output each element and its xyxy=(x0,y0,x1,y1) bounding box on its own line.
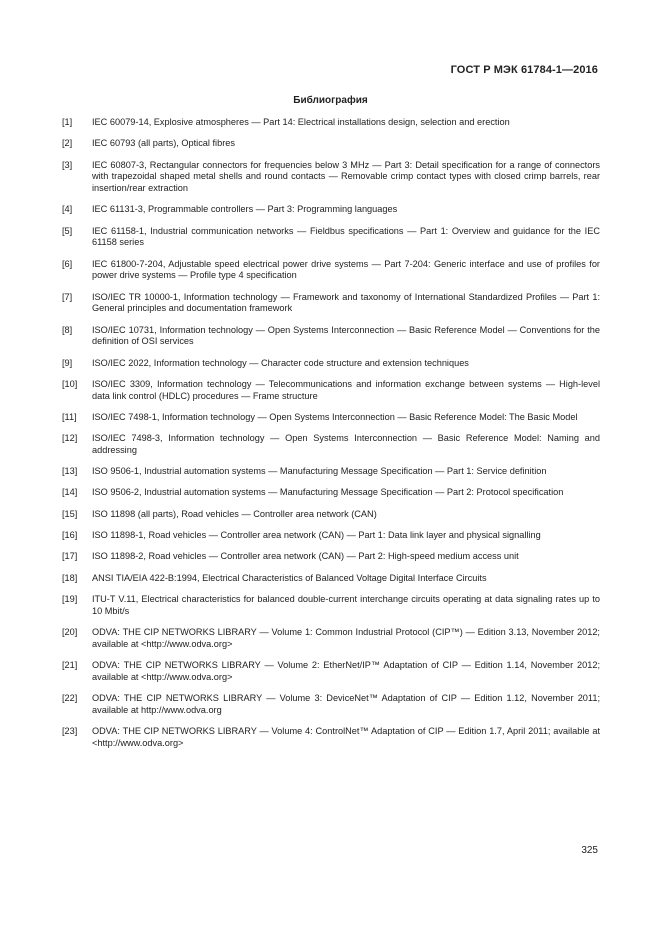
reference-item xyxy=(62,726,600,749)
reference-item xyxy=(62,573,600,585)
reference-text: ISO/IEC TR 10000-1, Information technology — Framework and taxonomy of International Standardized Profiles — Part 1: General principles and documentation framework xyxy=(92,291,600,314)
reference-text: ISO 11898 (all parts), Road vehicles — Controller area network (CAN) xyxy=(92,508,377,519)
reference-number: [4] xyxy=(62,204,73,215)
reference-item xyxy=(62,433,600,456)
standard-code: ГОСТ Р МЭК 61784-1—2016 xyxy=(450,64,598,76)
reference-text: ANSI TIA/EIA 422-B:1994, Electrical Characteristics of Balanced Voltage Digital Interface Circuits xyxy=(92,572,487,583)
reference-number: [23] xyxy=(62,725,78,736)
reference-item xyxy=(62,117,600,129)
reference-text: ISO/IEC 10731, Information technology — Open Systems Interconnection — Basic Reference Model — Conventions for the definition of OSI services xyxy=(92,324,600,347)
reference-number: [7] xyxy=(62,291,73,302)
reference-item xyxy=(62,530,600,542)
reference-number: [8] xyxy=(62,324,73,335)
reference-text: ODVA: THE CIP NETWORKS LIBRARY — Volume 4: ControlNet™ Adaptation of CIP — Edition 1.7, April 2011; available at <http://www.odva.org> xyxy=(92,725,600,748)
reference-number: [21] xyxy=(62,659,78,670)
reference-item xyxy=(62,412,600,424)
reference-text: ISO/IEC 7498-1, Information technology — Open Systems Interconnection — Basic Reference Model: The Basic Model xyxy=(92,411,578,422)
reference-item xyxy=(62,292,600,315)
reference-text: ODVA: THE CIP NETWORKS LIBRARY — Volume 1: Common Industrial Protocol (CIP™) — Edition 3.13, November 2012; available at <http://www.odva.org> xyxy=(92,626,600,649)
reference-number: [12] xyxy=(62,433,78,444)
reference-number: [11] xyxy=(62,411,77,422)
reference-text: IEC 61131-3, Programmable controllers — Part 3: Programming languages xyxy=(92,204,398,215)
reference-item xyxy=(62,487,600,499)
reference-number: [13] xyxy=(62,466,78,477)
reference-text: ISO 11898-2, Road vehicles — Controller area network (CAN) — Part 2: High-speed medium access unit xyxy=(92,551,519,562)
reference-number: [9] xyxy=(62,357,73,368)
reference-number: [17] xyxy=(62,551,78,562)
reference-item xyxy=(62,160,600,195)
reference-item xyxy=(62,226,600,249)
reference-number: [10] xyxy=(62,378,78,389)
reference-item xyxy=(62,358,600,370)
reference-item xyxy=(62,660,600,683)
reference-number: [2] xyxy=(62,138,73,149)
reference-item xyxy=(62,627,600,650)
reference-number: [6] xyxy=(62,258,73,269)
reference-item xyxy=(62,551,600,563)
reference-item xyxy=(62,594,600,617)
page-number: 325 xyxy=(581,845,598,856)
reference-text: IEC 60793 (all parts), Optical fibres xyxy=(92,138,235,149)
reference-text: IEC 61800-7-204, Adjustable speed electrical power drive systems — Part 7-204: Generic interface and use of profiles for power drive systems — Profile type 4 specification xyxy=(92,258,600,281)
reference-text: ISO 9506-2, Industrial automation systems — Manufacturing Message Specification — Part 2: Protocol specification xyxy=(92,487,564,498)
reference-text: IEC 60079-14, Explosive atmospheres — Part 14: Electrical installations design, selection and erection xyxy=(92,117,510,127)
reference-text: ISO/IEC 7498-3, Information technology — Open Systems Interconnection — Basic Reference Model: Naming and addressing xyxy=(92,433,600,455)
reference-text: ODVA: THE CIP NETWORKS LIBRARY — Volume 2: EtherNet/IP™ Adaptation of CIP — Edition 1.14, November 2012; available at <http://www.odva.org> xyxy=(92,659,600,682)
reference-number: [16] xyxy=(62,530,78,541)
reference-number: [19] xyxy=(62,593,78,604)
reference-number: [14] xyxy=(62,487,78,498)
reference-text: ODVA: THE CIP NETWORKS LIBRARY — Volume 3: DeviceNet™ Adaptation of CIP — Edition 1.12, November 2011; available at http://www.odva.org xyxy=(92,692,600,715)
reference-list xyxy=(62,117,600,759)
reference-item xyxy=(62,204,600,216)
reference-text: ISO/IEC 3309, Information technology — Telecommunications and information exchange between systems — High-level data link control (HDLC) procedures — Frame structure xyxy=(92,378,600,401)
reference-number: [3] xyxy=(62,159,73,170)
reference-text: ISO 9506-1, Industrial automation systems — Manufacturing Message Specification — Part 1: Service definition xyxy=(92,466,547,477)
reference-item xyxy=(62,325,600,348)
reference-number: [22] xyxy=(62,692,78,703)
reference-item xyxy=(62,509,600,521)
reference-text: IEC 61158-1, Industrial communication networks — Fieldbus specifications — Part 1: Overview and guidance for the IEC 61158 series xyxy=(92,225,600,248)
reference-text: ITU-T V.11, Electrical characteristics for balanced double-current interchange circuits operating at data signaling rates up to 10 Mbit/s xyxy=(92,593,600,616)
reference-item xyxy=(62,138,600,150)
reference-number: [5] xyxy=(62,225,73,236)
reference-text: ISO/IEC 2022, Information technology — Character code structure and extension techniques xyxy=(92,357,469,368)
reference-number: [1] xyxy=(62,117,73,127)
reference-text: IEC 60807-3, Rectangular connectors for frequencies below 3 MHz — Part 3: Detail specification for a range of connectors with trapezoidal shaped metal shells and round contacts — Removable crimp contact types with closed crimp barrels, rear insertion/rear extraction xyxy=(92,159,600,193)
reference-item xyxy=(62,259,600,282)
reference-item xyxy=(62,693,600,716)
reference-number: [15] xyxy=(62,508,78,519)
reference-number: [20] xyxy=(62,626,78,637)
bibliography-title: Библиография xyxy=(293,95,368,106)
reference-item xyxy=(62,379,600,402)
reference-text: ISO 11898-1, Road vehicles — Controller area network (CAN) — Part 1: Data link layer and physical signalling xyxy=(92,530,541,541)
reference-number: [18] xyxy=(62,572,78,583)
reference-item xyxy=(62,466,600,478)
